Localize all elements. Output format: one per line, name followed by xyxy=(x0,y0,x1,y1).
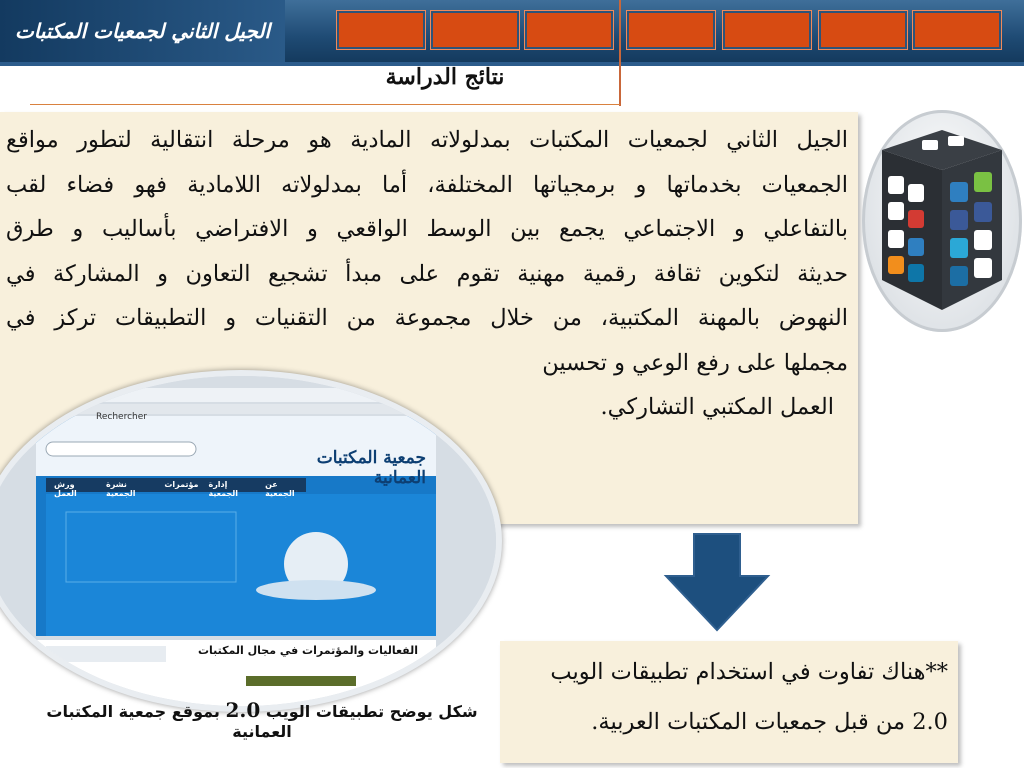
text-line: الجمعيات بخدماتها و برمجياتها المختلفة، أما بمدلولاته اللامادية فهو فضاء لقب xyxy=(6,171,848,198)
site-nav-item[interactable]: نشرة الجمعية xyxy=(106,480,136,498)
text-line: بالتفاعلي و الاجتماعي يجمع بين الوسط الواقعي و الافتراضي بأساليب و طرق xyxy=(6,216,848,242)
website-screenshot xyxy=(0,370,502,712)
note-line: 2.0 من قبل جمعيات المكتبات العربية. xyxy=(591,709,948,735)
title-underline xyxy=(30,104,620,105)
site-logo-text: جمعية المكتبات العمانية xyxy=(316,448,426,488)
text-line: مجملها على رفع الوعي و تحسين xyxy=(542,349,848,376)
header-block xyxy=(524,10,614,50)
note-line: **هناك تفاوت في استخدام تطبيقات الويب xyxy=(550,659,948,685)
header-title: الجيل الثاني لجمعيات المكتبات xyxy=(0,0,285,62)
text-line: الجيل الثاني لجمعيات المكتبات بمدلولاته المادية هو مرحلة انتقالية لتطور مواقع xyxy=(6,127,848,153)
slide-title: نتائج الدراسة xyxy=(385,64,505,90)
header-block xyxy=(430,10,520,50)
site-nav-item[interactable]: ورش العمل xyxy=(54,480,77,498)
cube-icon xyxy=(862,110,1022,332)
figure-caption xyxy=(14,698,510,741)
text-line: النهوض بالمهنة المكتبية، من خلال مجموعة من التقنيات و التطبيقات تركز في xyxy=(6,305,848,331)
header-block xyxy=(626,10,716,50)
note-box xyxy=(500,641,958,763)
divider-line xyxy=(619,0,621,106)
site-nav-item[interactable]: عن الجمعية xyxy=(265,480,295,498)
header-block xyxy=(336,10,426,50)
header-block xyxy=(818,10,908,50)
down-arrow-icon xyxy=(662,532,772,632)
social-cube-image xyxy=(862,110,1022,332)
header-block xyxy=(722,10,812,50)
note-text xyxy=(508,647,948,747)
site-nav-item[interactable]: مؤتمرات xyxy=(164,480,199,489)
caption-text: بموقع جمعية المكتبات العمانية xyxy=(46,702,292,741)
text-line: العمل المكتبي التشاركي. xyxy=(600,394,834,420)
header-block xyxy=(912,10,1002,50)
caption-text: شكل يوضح تطبيقات الويب xyxy=(260,702,478,721)
site-news-title: الفعاليات والمؤتمرات في مجال المكتبات xyxy=(197,644,418,657)
browser-search-label: Rechercher xyxy=(96,412,147,422)
header-bar xyxy=(0,0,1024,62)
text-line: حديثة لتكوين ثقافة رقمية مهنية تقوم على مبدأ تشجيع التعاون و المشاركة في xyxy=(6,260,848,287)
site-nav xyxy=(50,480,310,498)
caption-version: 2.0 xyxy=(225,698,261,722)
site-nav-item[interactable]: إدارة الجمعية xyxy=(208,480,238,498)
